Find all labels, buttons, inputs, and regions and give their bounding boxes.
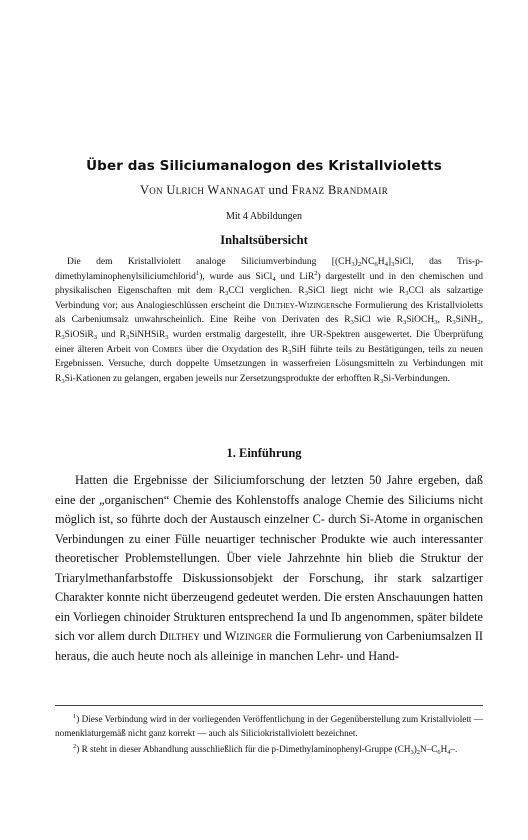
- introduction-text: [55, 471, 483, 666]
- und-word: und: [268, 183, 289, 197]
- author-line: [0, 183, 528, 198]
- footnote-2: $^2$) R steht in dieser Abhandlung ausschließlich für die p-Dimethylaminophenyl-Gruppe $(CH_3)_2N-C_6H_4-$.: [73, 743, 458, 757]
- figures-note: Mit 4 Abbildungen: [225, 211, 303, 222]
- footnote-1: $^1$) Diese Verbindung wird in der vorliegenden Veröffentlichung in der Gegenüberstellung zum Kristallviolett — nomenklaturgemäß nicht ganz korrekt — auch als Siliciokristallviolett bezeichnet.: [55, 713, 483, 739]
- abstract-heading: Inhaltsübersicht: [220, 233, 308, 247]
- introduction-paragraph: Hatten die Ergebnisse der Siliciumforschung der letzten 50 Jahre ergeben, daß eine der „organischen“ Chemie des Kohlenstoffs analoge Chemie des Siliciums nicht möglich ist, so führte doch der Austausch einzelner C- durch Si-Atome in organischen Verbindungen zu einer Fülle neuartiger technischer Produkte wie auch interessanter theoretischer Problemstellungen. Über viele Jahrzehnte hin blieb die Struktur der Triarylmethanfarbstoffe Diskussionsobjekt der Forschung, ihr stark salzartiger Charakter konnte nicht überzeugend gedeutet werden. Die ersten Anschauungen hatten ein Vorliegen chinoider Strukturen entsprechend Ia und Ib angenommen, später bildete sich vor allem durch Dilthey und Wizinger die Formulierung von Carbeniumsalzen II heraus, die auch heute noch als alleinige in manchen Lehr- und Hand-: [55, 473, 484, 663]
- footnotes: [55, 712, 483, 759]
- author-1: Ulrich Wannagat: [166, 183, 266, 197]
- abstract-paragraph: Die dem Kristallviolett analoge Siliciumverbindung $[(CH_3)_2NC_6H_4]_3SiCl$, das Tris-p-dimethylaminophenylsiliciumchlorid$^1$), wurde aus SiCl$_4$ und LiR$^2$) dargestellt und in den chemischen und physikalischen Eigenschaften mit dem $R_3CCl$ verglichen. $R_3SiCl$ liegt nicht wie $R_3CCl$ als salzartige Verbindung vor; aus Analogieschlüssen erscheint die Dilthey-Wizingersche Formulierung des Kristallvioletts als Carbeniumsalz unwahrscheinlich. Eine Reihe von Derivaten des $R_3SiCl$ wie $R_3SiOCH_3$, $R_3SiNH_2$, $R_3SiOSiR_3$ und $R_3SiNHSiR_3$ wurden erstmalig dargestellt, ihre UR-Spektren ausgewertet. Die Überprüfung einer älteren Arbeit von Combes über die Oxydation des $R_3SiH$ führte teils zu Bestätigungen, teils zu neuen Ergebnissen. Versuche, durch doppelte Umsetzungen in wasserfreien Lösungsmitteln zu Verbindungen mit $R_3Si$-Kationen zu gelangen, ergaben jeweils nur Zersetzungsprodukte der erhofften $R_3Si$-Verbindungen.: [55, 257, 484, 385]
- section-heading: 1. Einführung: [226, 446, 302, 460]
- abstract: [55, 255, 483, 386]
- von-word: Von: [139, 183, 163, 197]
- author-2: Franz Brandmair: [291, 183, 389, 197]
- paper-title: Über das Siliciumanalogon des Kristallvioletts: [86, 158, 442, 174]
- footnote-rule: [55, 705, 483, 706]
